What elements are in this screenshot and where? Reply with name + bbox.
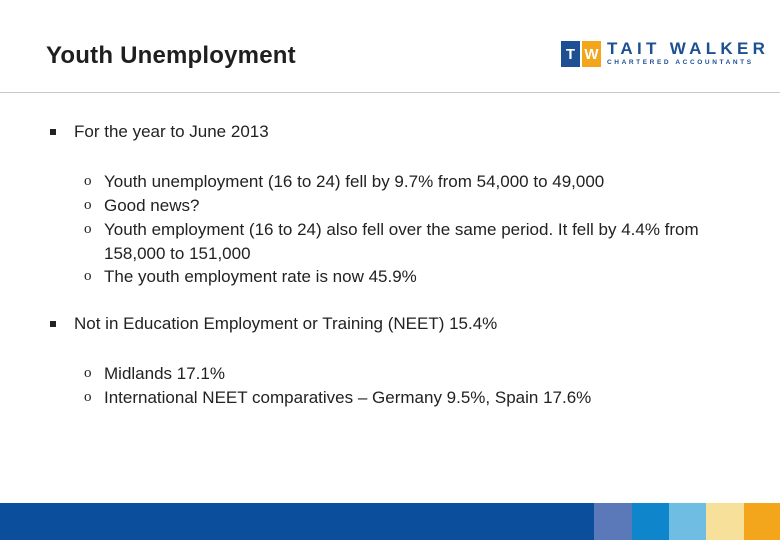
bullet-square-icon [50,321,56,327]
bullet-square-icon [50,129,56,135]
footer-segment [669,503,706,540]
slide-title: Youth Unemployment [46,42,296,69]
footer-color-bar [0,503,780,540]
sub-bullet-circle-icon: o [84,365,92,381]
footer-segment [706,503,744,540]
logo-tile-w: W [582,41,601,67]
sub-bullet: International NEET comparatives – Germany 9.5%, Spain 17.6% [104,388,592,407]
bullet-main: For the year to June 2013 [74,122,269,141]
footer-segment [0,503,594,540]
bullet-main: Not in Education Employment or Training (NEET) 15.4% [74,314,498,333]
footer-segment [594,503,632,540]
sub-bullet: Youth employment (16 to 24) also fell over the same period. It fell by 4.4% from 158,000 to 151,000 [104,220,699,263]
logo-subtitle: CHARTERED ACCOUNTANTS [607,59,754,66]
sub-bullet-circle-icon: o [84,268,92,284]
sub-bullet: Good news? [104,196,200,215]
footer-segment [632,503,669,540]
footer-segment [744,503,780,540]
sub-bullet-circle-icon: o [84,389,92,405]
logo-name: TAIT WALKER [607,39,770,58]
sub-bullet: Midlands 17.1% [104,364,225,383]
sub-bullet: Youth unemployment (16 to 24) fell by 9.7% from 54,000 to 49,000 [104,172,605,191]
logo-tile-t: T [561,41,580,67]
sub-bullet-circle-icon: o [84,173,92,189]
sub-bullet: The youth employment rate is now 45.9% [104,267,417,286]
sub-bullet-circle-icon: o [84,197,92,213]
sub-bullet-circle-icon: o [84,221,92,237]
